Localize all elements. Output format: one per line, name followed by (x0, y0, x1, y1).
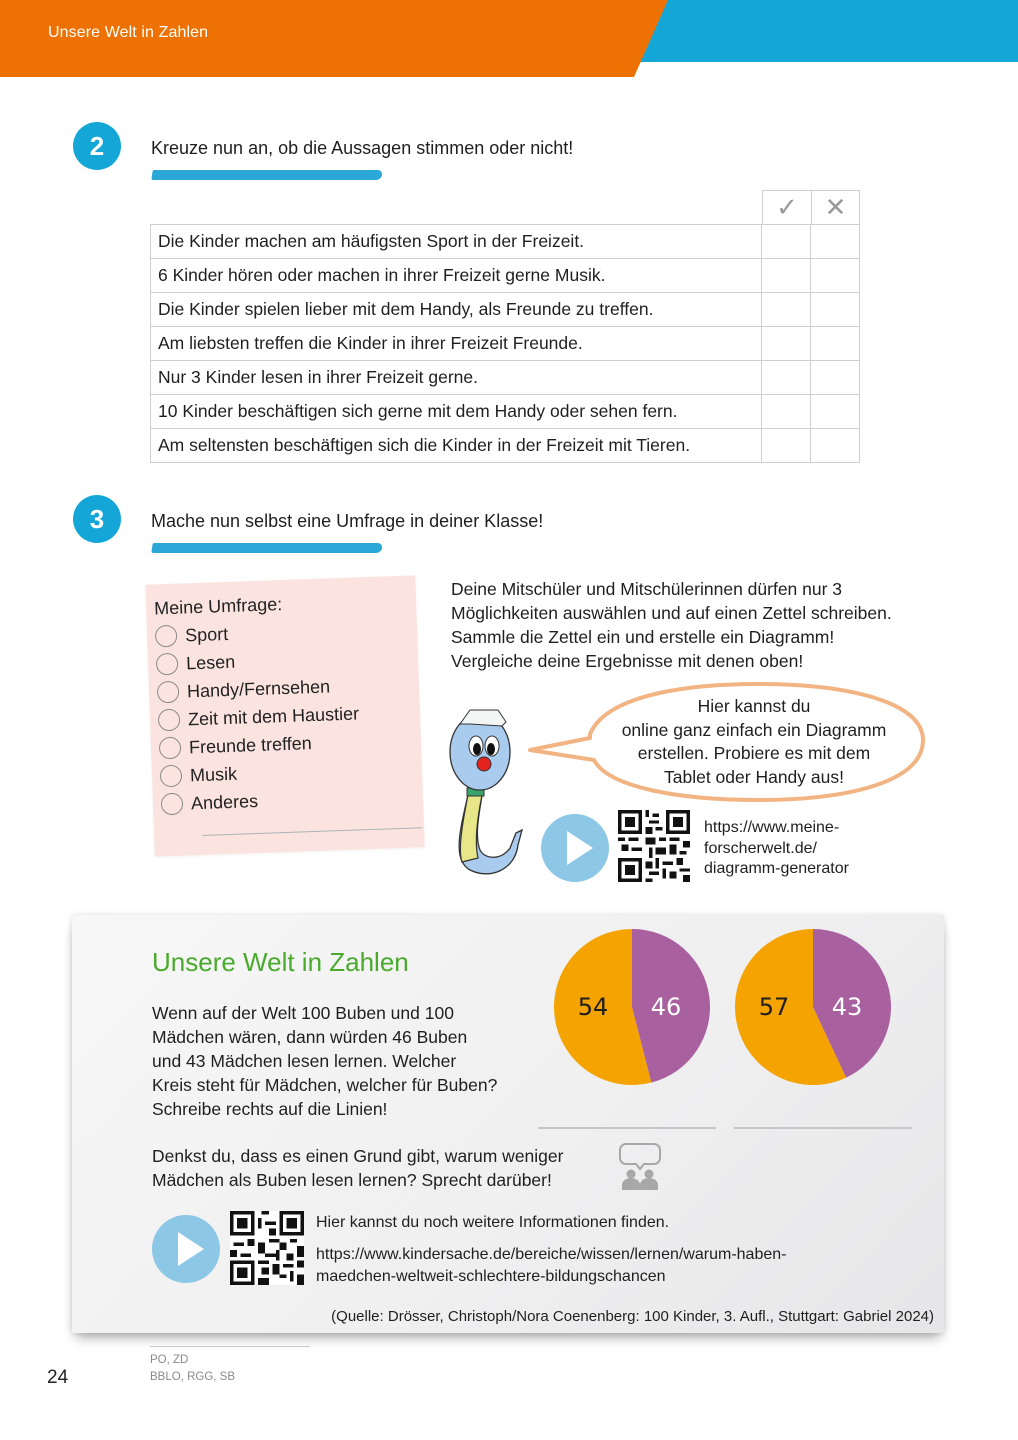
false-checkbox[interactable] (811, 259, 860, 293)
info-box-paragraph (152, 1001, 542, 1121)
task-number-badge: 3 (73, 495, 121, 543)
pie-label-purple: 43 (831, 993, 863, 1021)
false-checkbox[interactable] (811, 429, 860, 463)
paragraph-line: Schreibe rechts auf die Linien! (152, 1099, 388, 1119)
false-checkbox[interactable] (811, 293, 860, 327)
statement-text: Die Kinder machen am häufigsten Sport in der Freizeit. (151, 225, 762, 259)
highlight-stroke (151, 170, 382, 180)
bubble-line: Tablet oder Handy aus! (664, 766, 844, 787)
bubble-line: Hier kannst du (697, 696, 811, 716)
header-title: Unsere Welt in Zahlen (48, 24, 209, 41)
check-icon: ✓ (776, 192, 798, 222)
radio-circle-icon[interactable] (159, 737, 182, 760)
answer-line-pie-1[interactable] (538, 1127, 716, 1129)
pie-label-orange: 57 (758, 993, 790, 1021)
code-line: BBLO, RGG, SB (150, 1370, 235, 1383)
instruction-line: Sammle die Zettel ein und erstelle ein Diagramm! (451, 627, 835, 647)
statements-table (150, 224, 860, 463)
paragraph-line: Mädchen wären, dann würden 46 Buben (152, 1027, 468, 1047)
qr-code-icon[interactable] (230, 1211, 304, 1285)
survey-note (145, 575, 424, 856)
paragraph-line: Kreis steht für Mädchen, welcher für Buben? (152, 1075, 498, 1095)
task-instruction: Mache nun selbst eine Umfrage in deiner Klasse! (151, 511, 544, 531)
curriculum-codes (150, 1352, 235, 1385)
true-checkbox[interactable] (762, 327, 811, 361)
option-label: Handy/Fernsehen (186, 675, 331, 701)
url-line[interactable]: forscherwelt.de/ (704, 839, 817, 857)
option-label: Lesen (185, 651, 236, 673)
pie-chart-1 (552, 927, 712, 1087)
header-blue-band (640, 0, 1018, 62)
info-box-title: Unsere Welt in Zahlen (152, 947, 409, 977)
bubble-line: online ganz einfach ein Diagramm (621, 719, 887, 740)
table-row (151, 225, 860, 259)
true-checkbox[interactable] (762, 429, 811, 463)
more-info-hint: Hier kannst du noch weitere Informationen finden. (316, 1214, 670, 1231)
pie-chart-2 (733, 927, 893, 1087)
paragraph-line: und 43 Mädchen lesen lernen. Welcher (152, 1051, 457, 1071)
info-box (72, 915, 944, 1333)
discussion-people-icon (618, 1142, 662, 1192)
question-line: Denkst du, dass es einen Grund gibt, warum weniger (152, 1146, 564, 1166)
instruction-line: Möglichkeiten auswählen und auf einen Zettel schreiben. (451, 603, 892, 623)
task-number-badge: 2 (73, 122, 121, 170)
instruction-line: Deine Mitschüler und Mitschülerinnen dürfen nur 3 (451, 579, 843, 599)
diagram-generator-link[interactable] (704, 818, 849, 880)
pie-label-orange: 54 (577, 993, 609, 1021)
kindersache-link[interactable] (316, 1244, 856, 1287)
table-row (151, 327, 860, 361)
question-line: Mädchen als Buben lesen lernen? Sprecht darüber! (152, 1170, 552, 1190)
false-checkbox[interactable] (811, 361, 860, 395)
table-row (151, 395, 860, 429)
true-checkbox[interactable] (762, 225, 811, 259)
option-label: Zeit mit dem Haustier (187, 702, 360, 729)
write-line[interactable] (202, 827, 422, 836)
statement-text: 6 Kinder hören oder machen in ihrer Freizeit gerne Musik. (151, 259, 762, 293)
survey-instructions (451, 577, 951, 673)
false-checkbox[interactable] (811, 327, 860, 361)
survey-option[interactable] (161, 783, 363, 818)
worm-mascot-illustration (440, 690, 530, 880)
instruction-line: Vergleiche deine Ergebnisse mit denen oben! (451, 651, 804, 671)
pie-label-purple: 46 (650, 993, 682, 1021)
radio-circle-icon[interactable] (161, 793, 184, 816)
true-checkbox[interactable] (762, 259, 811, 293)
url-line[interactable]: https://www.kindersache.de/bereiche/wissen/lernen/warum-haben- (316, 1246, 787, 1263)
url-line[interactable]: diagramm-generator (704, 860, 849, 877)
play-video-button[interactable] (541, 814, 609, 882)
source-citation: (Quelle: Drösser, Christoph/Nora Coenenberg: 100 Kinder, 3. Aufl., Stuttgart: Gabriel 2024) (331, 1308, 934, 1325)
statement-text: Am seltensten beschäftigen sich die Kinder in der Freizeit mit Tieren. (151, 429, 762, 463)
page-number: 24 (47, 1367, 69, 1388)
discussion-question (152, 1144, 612, 1192)
table-row (151, 429, 860, 463)
page-header (0, 0, 1018, 77)
paragraph-line: Wenn auf der Welt 100 Buben und 100 (152, 1003, 454, 1023)
answer-line-pie-2[interactable] (734, 1127, 912, 1129)
table-row (151, 361, 860, 395)
qr-code-icon[interactable] (618, 810, 690, 882)
statement-text: 10 Kinder beschäftigen sich gerne mit dem Handy oder sehen fern. (151, 395, 762, 429)
true-checkbox[interactable] (762, 395, 811, 429)
true-checkbox[interactable] (762, 361, 811, 395)
false-checkbox[interactable] (811, 395, 860, 429)
survey-title: Meine Umfrage: (153, 594, 283, 619)
code-line: PO, ZD (150, 1354, 189, 1366)
footer-divider (150, 1346, 310, 1347)
table-row (151, 293, 860, 327)
speech-bubble-text (596, 695, 912, 789)
answer-column-header (762, 190, 860, 224)
table-row (151, 259, 860, 293)
radio-circle-icon[interactable] (158, 709, 181, 732)
radio-circle-icon[interactable] (157, 681, 180, 704)
option-label: Sport (184, 623, 229, 645)
option-label: Freunde treffen (188, 732, 313, 757)
radio-circle-icon[interactable] (160, 765, 183, 788)
play-video-button[interactable] (152, 1215, 220, 1283)
url-line[interactable]: maedchen-weltweit-schlechtere-bildungschancen (316, 1267, 666, 1285)
bubble-line: erstellen. Probiere es mit dem (637, 743, 871, 763)
radio-circle-icon[interactable] (155, 625, 178, 648)
highlight-stroke (151, 543, 382, 553)
true-checkbox[interactable] (762, 293, 811, 327)
radio-circle-icon[interactable] (156, 653, 179, 676)
false-checkbox[interactable] (811, 225, 860, 259)
survey-options (155, 615, 363, 818)
statement-text: Am liebsten treffen die Kinder in ihrer Freizeit Freunde. (151, 327, 762, 361)
task-instruction: Kreuze nun an, ob die Aussagen stimmen oder nicht! (151, 138, 574, 158)
option-label: Musik (189, 763, 238, 785)
statement-text: Nur 3 Kinder lesen in ihrer Freizeit gerne. (151, 361, 762, 395)
statement-text: Die Kinder spielen lieber mit dem Handy, als Freunde zu treffen. (151, 293, 762, 327)
cross-icon: ✕ (811, 191, 859, 224)
option-label: Anderes (190, 790, 259, 813)
url-line[interactable]: https://www.meine- (704, 819, 840, 836)
